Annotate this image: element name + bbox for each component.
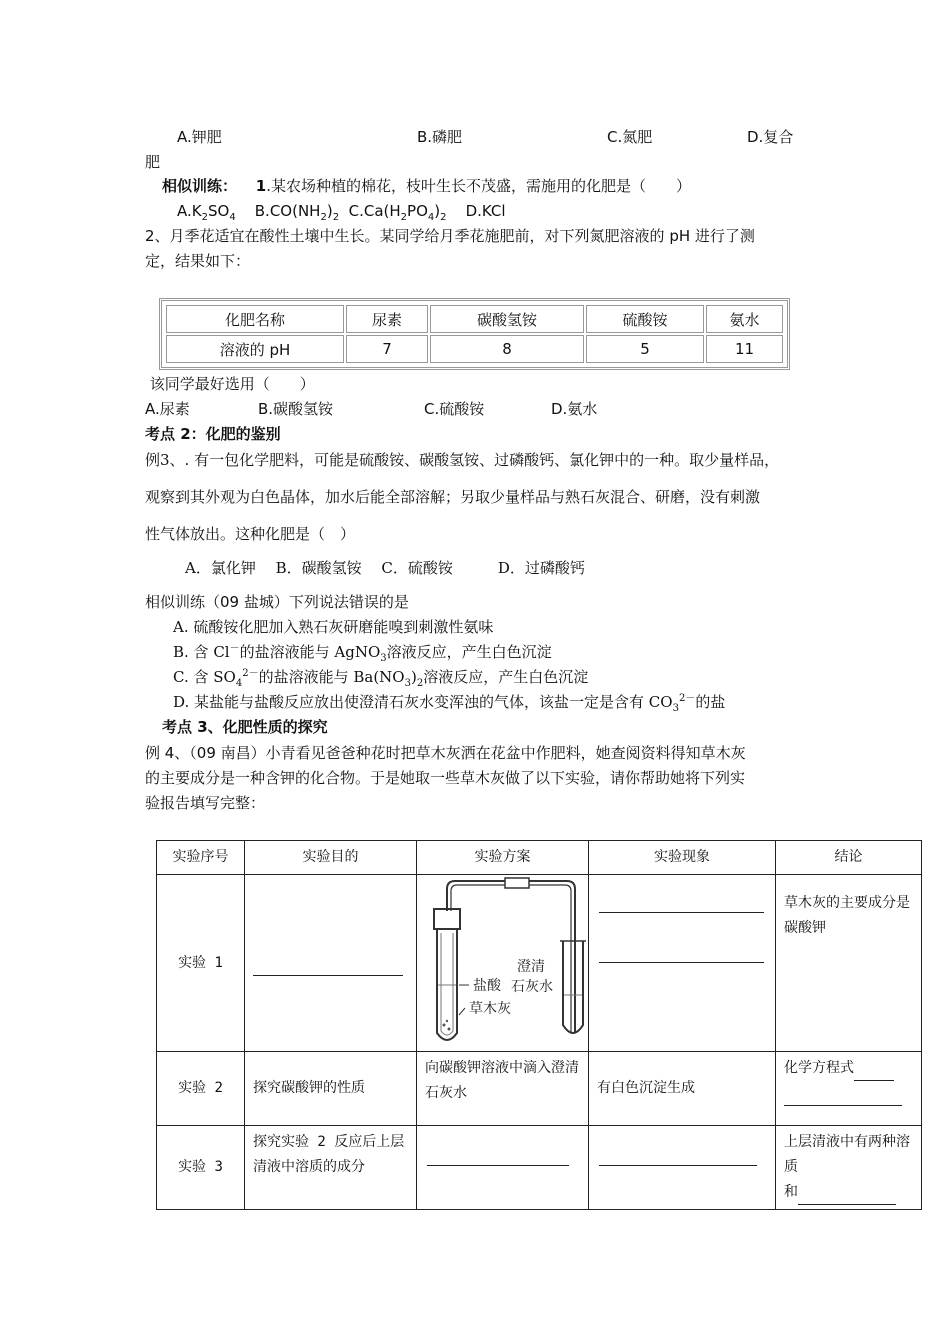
text: B. 含 Cl	[173, 643, 230, 661]
apparatus-diagram	[417, 875, 588, 1051]
exp-header-id: 实验序号	[157, 841, 245, 875]
kp3-heading: 考点 3、化肥性质的探究	[162, 718, 328, 736]
train2-a: A. 硫酸铵化肥加入熟石灰研磨能嗅到刺激性氨味	[173, 618, 494, 636]
exp3-purpose: 探究实验 2 反应后上层清液中溶质的成分	[245, 1126, 417, 1210]
rubber-stopper	[434, 909, 460, 929]
text: 的盐溶液能与 Ba(NO	[258, 668, 405, 686]
q1-option-b: B.磷肥	[417, 128, 463, 146]
q2-option-b: B.碳酸氢铵	[258, 400, 334, 418]
exp1-plan	[417, 875, 589, 1052]
ex3-line2: 观察到其外观为白色晶体，加水后能全部溶解；另取少量样品与熟石灰混合、研磨，没有刺激	[145, 488, 761, 506]
sub: 2	[416, 678, 424, 689]
sub: 2	[332, 212, 340, 223]
train1-opt-a: A.K	[177, 202, 202, 220]
kp2-heading: 考点 2：化肥的鉴别	[145, 425, 281, 443]
exp3-plan[interactable]	[417, 1126, 589, 1210]
right-test-tube	[563, 941, 583, 1033]
ph-header-ammonia: 氨水	[706, 305, 783, 333]
label-ash: 草木灰	[469, 1001, 511, 1017]
exp3-conclusion-text: 上层清液中有两种溶质	[784, 1134, 910, 1175]
exp2-phenomenon: 有白色沉淀生成	[589, 1052, 776, 1126]
q2-line2: 定，结果如下：	[145, 252, 251, 270]
text: )	[410, 668, 417, 686]
label-lime1: 澄清	[517, 959, 545, 975]
sub: 2	[440, 212, 447, 223]
exp1-id: 实验 1	[157, 875, 245, 1052]
ph-header-urea: 尿素	[346, 305, 428, 333]
sub: 2	[201, 212, 208, 223]
delivery-tube	[447, 881, 575, 1033]
exp2-equation-blank[interactable]	[854, 1064, 894, 1081]
text: 的盐	[695, 693, 726, 711]
exp-header-purpose: 实验目的	[245, 841, 417, 875]
ph-value: 11	[706, 335, 783, 363]
text: )	[326, 202, 333, 220]
train2-title: 相似训练（09 盐城）下列说法错误的是	[145, 593, 409, 611]
exp1-purpose-blank[interactable]	[253, 959, 403, 976]
sup: 2－	[678, 693, 696, 704]
exp3-phenomenon[interactable]	[589, 1126, 776, 1210]
q2-ask: 该同学最好选用（ ）	[145, 375, 315, 393]
ex3-options: A．氯化钾 B．碳酸氢铵 C．硫酸铵 D．过磷酸钙	[185, 559, 585, 577]
ph-value: 7	[346, 335, 428, 363]
train1-opt-b: B.CO(NH	[254, 202, 321, 220]
train1-label: 相似训练：	[162, 177, 238, 195]
exp2-id: 实验 2	[157, 1052, 245, 1126]
exp1-phenomenon[interactable]	[589, 875, 776, 1052]
exp1-conclusion: 草木灰的主要成分是碳酸钾	[776, 875, 922, 1052]
exp3-conclusion[interactable]	[776, 1126, 922, 1210]
ph-header-name: 化肥名称	[166, 305, 344, 333]
ex3-line1: 例3、. 有一包化学肥料，可能是硫酸铵、碳酸氢铵、过磷酸钙、氯化钾中的一种。取少量样品，	[145, 451, 780, 469]
train1-options	[177, 201, 506, 221]
label-lime2: 石灰水	[511, 979, 553, 995]
train1-text: .某农场种植的棉花，枝叶生长不茂盛，需施用的化肥是（ ）	[266, 177, 692, 195]
exp-header-phenomenon: 实验现象	[589, 841, 776, 875]
exp3-plan-blank[interactable]	[427, 1164, 569, 1166]
ex4-line3: 验报告填写完整：	[145, 794, 266, 812]
train2-b	[173, 642, 552, 662]
exp2-equation-blank[interactable]	[784, 1089, 902, 1106]
exp2-plan: 向碳酸钾溶液中滴入澄清石灰水	[417, 1052, 589, 1126]
exp1-phenomenon-blank[interactable]	[599, 961, 764, 963]
train2-d	[173, 692, 725, 712]
text: )	[434, 202, 441, 220]
q1-option-d-cont: 肥	[145, 153, 161, 171]
text: 溶液反应，产生白色沉淀	[386, 643, 552, 661]
sub: 2	[400, 212, 408, 223]
q1-option-a: A.钾肥	[177, 128, 222, 146]
sup: －	[229, 643, 240, 654]
exp3-phenomenon-blank[interactable]	[599, 1164, 757, 1166]
train2-c	[173, 667, 588, 687]
exp-header-plan: 实验方案	[417, 841, 589, 875]
left-test-tube	[437, 927, 457, 1040]
ph-value: 5	[586, 335, 704, 363]
q2-option-a: A.尿素	[145, 400, 190, 418]
exp3-and: 和	[784, 1184, 798, 1200]
train1-line	[162, 176, 691, 196]
exp2-equation-label: 化学方程式	[784, 1060, 854, 1076]
text: PO	[407, 202, 428, 220]
train1-opt-c: C.Ca(H	[348, 202, 401, 220]
ex4-line2: 的主要成分是一种含钾的化合物。于是她取一些草木灰做了以下实验，请你帮助她将下列实	[145, 769, 746, 787]
tube-connector	[505, 878, 529, 888]
exp2-purpose: 探究碳酸钾的性质	[245, 1052, 417, 1126]
sub: 3	[404, 678, 411, 689]
text: D. 某盐能与盐酸反应放出使澄清石灰水变浑浊的气体，该盐一定是含有 CO	[173, 693, 673, 711]
label-acid: 盐酸	[473, 978, 501, 994]
sub: 2	[320, 212, 327, 223]
exp3-id: 实验 3	[157, 1126, 245, 1210]
ph-value: 8	[430, 335, 584, 363]
exp-header-conclusion: 结论	[776, 841, 922, 875]
exp1-phenomenon-blank[interactable]	[599, 911, 764, 913]
experiment-table	[156, 840, 922, 1210]
q1-option-c: C.氮肥	[607, 128, 653, 146]
q1-option-d: D.复合	[747, 128, 794, 146]
train1-num: 1	[255, 177, 267, 195]
sub: 3	[672, 703, 679, 714]
text: SO	[207, 202, 230, 220]
exp3-solute-blank[interactable]	[798, 1188, 896, 1205]
ex4-line1: 例 4、（09 南昌）小青看见爸爸种花时把草木灰洒在花盆中作肥料，她查阅资料得知草木灰	[145, 744, 746, 762]
sub: 4	[229, 212, 236, 223]
exp2-conclusion[interactable]	[776, 1052, 922, 1126]
sub: 3	[380, 653, 387, 664]
sub: 4	[427, 212, 435, 223]
q2-line1: 2、月季花适宜在酸性土壤中生长。某同学给月季花施肥前，对下列氮肥溶液的 pH 进行了测	[145, 227, 755, 245]
ph-table	[159, 298, 790, 370]
text: 溶液反应，产生白色沉淀	[423, 668, 589, 686]
sup: 2－	[242, 668, 259, 679]
sub: 4	[235, 678, 243, 689]
train1-opt-d: D.KCl	[465, 202, 506, 220]
q2-option-d: D.氨水	[551, 400, 598, 418]
ph-header-bicarb: 碳酸氢铵	[430, 305, 584, 333]
text: C. 含 SO	[173, 668, 236, 686]
ex3-line3: 性气体放出。这种化肥是（ ）	[145, 525, 356, 543]
q2-option-c: C.硫酸铵	[424, 400, 485, 418]
text: 的盐溶液能与 AgNO	[239, 643, 381, 661]
ph-row-label: 溶液的 pH	[166, 335, 344, 363]
ph-header-sulfate: 硫酸铵	[586, 305, 704, 333]
exp1-purpose[interactable]	[245, 875, 417, 1052]
